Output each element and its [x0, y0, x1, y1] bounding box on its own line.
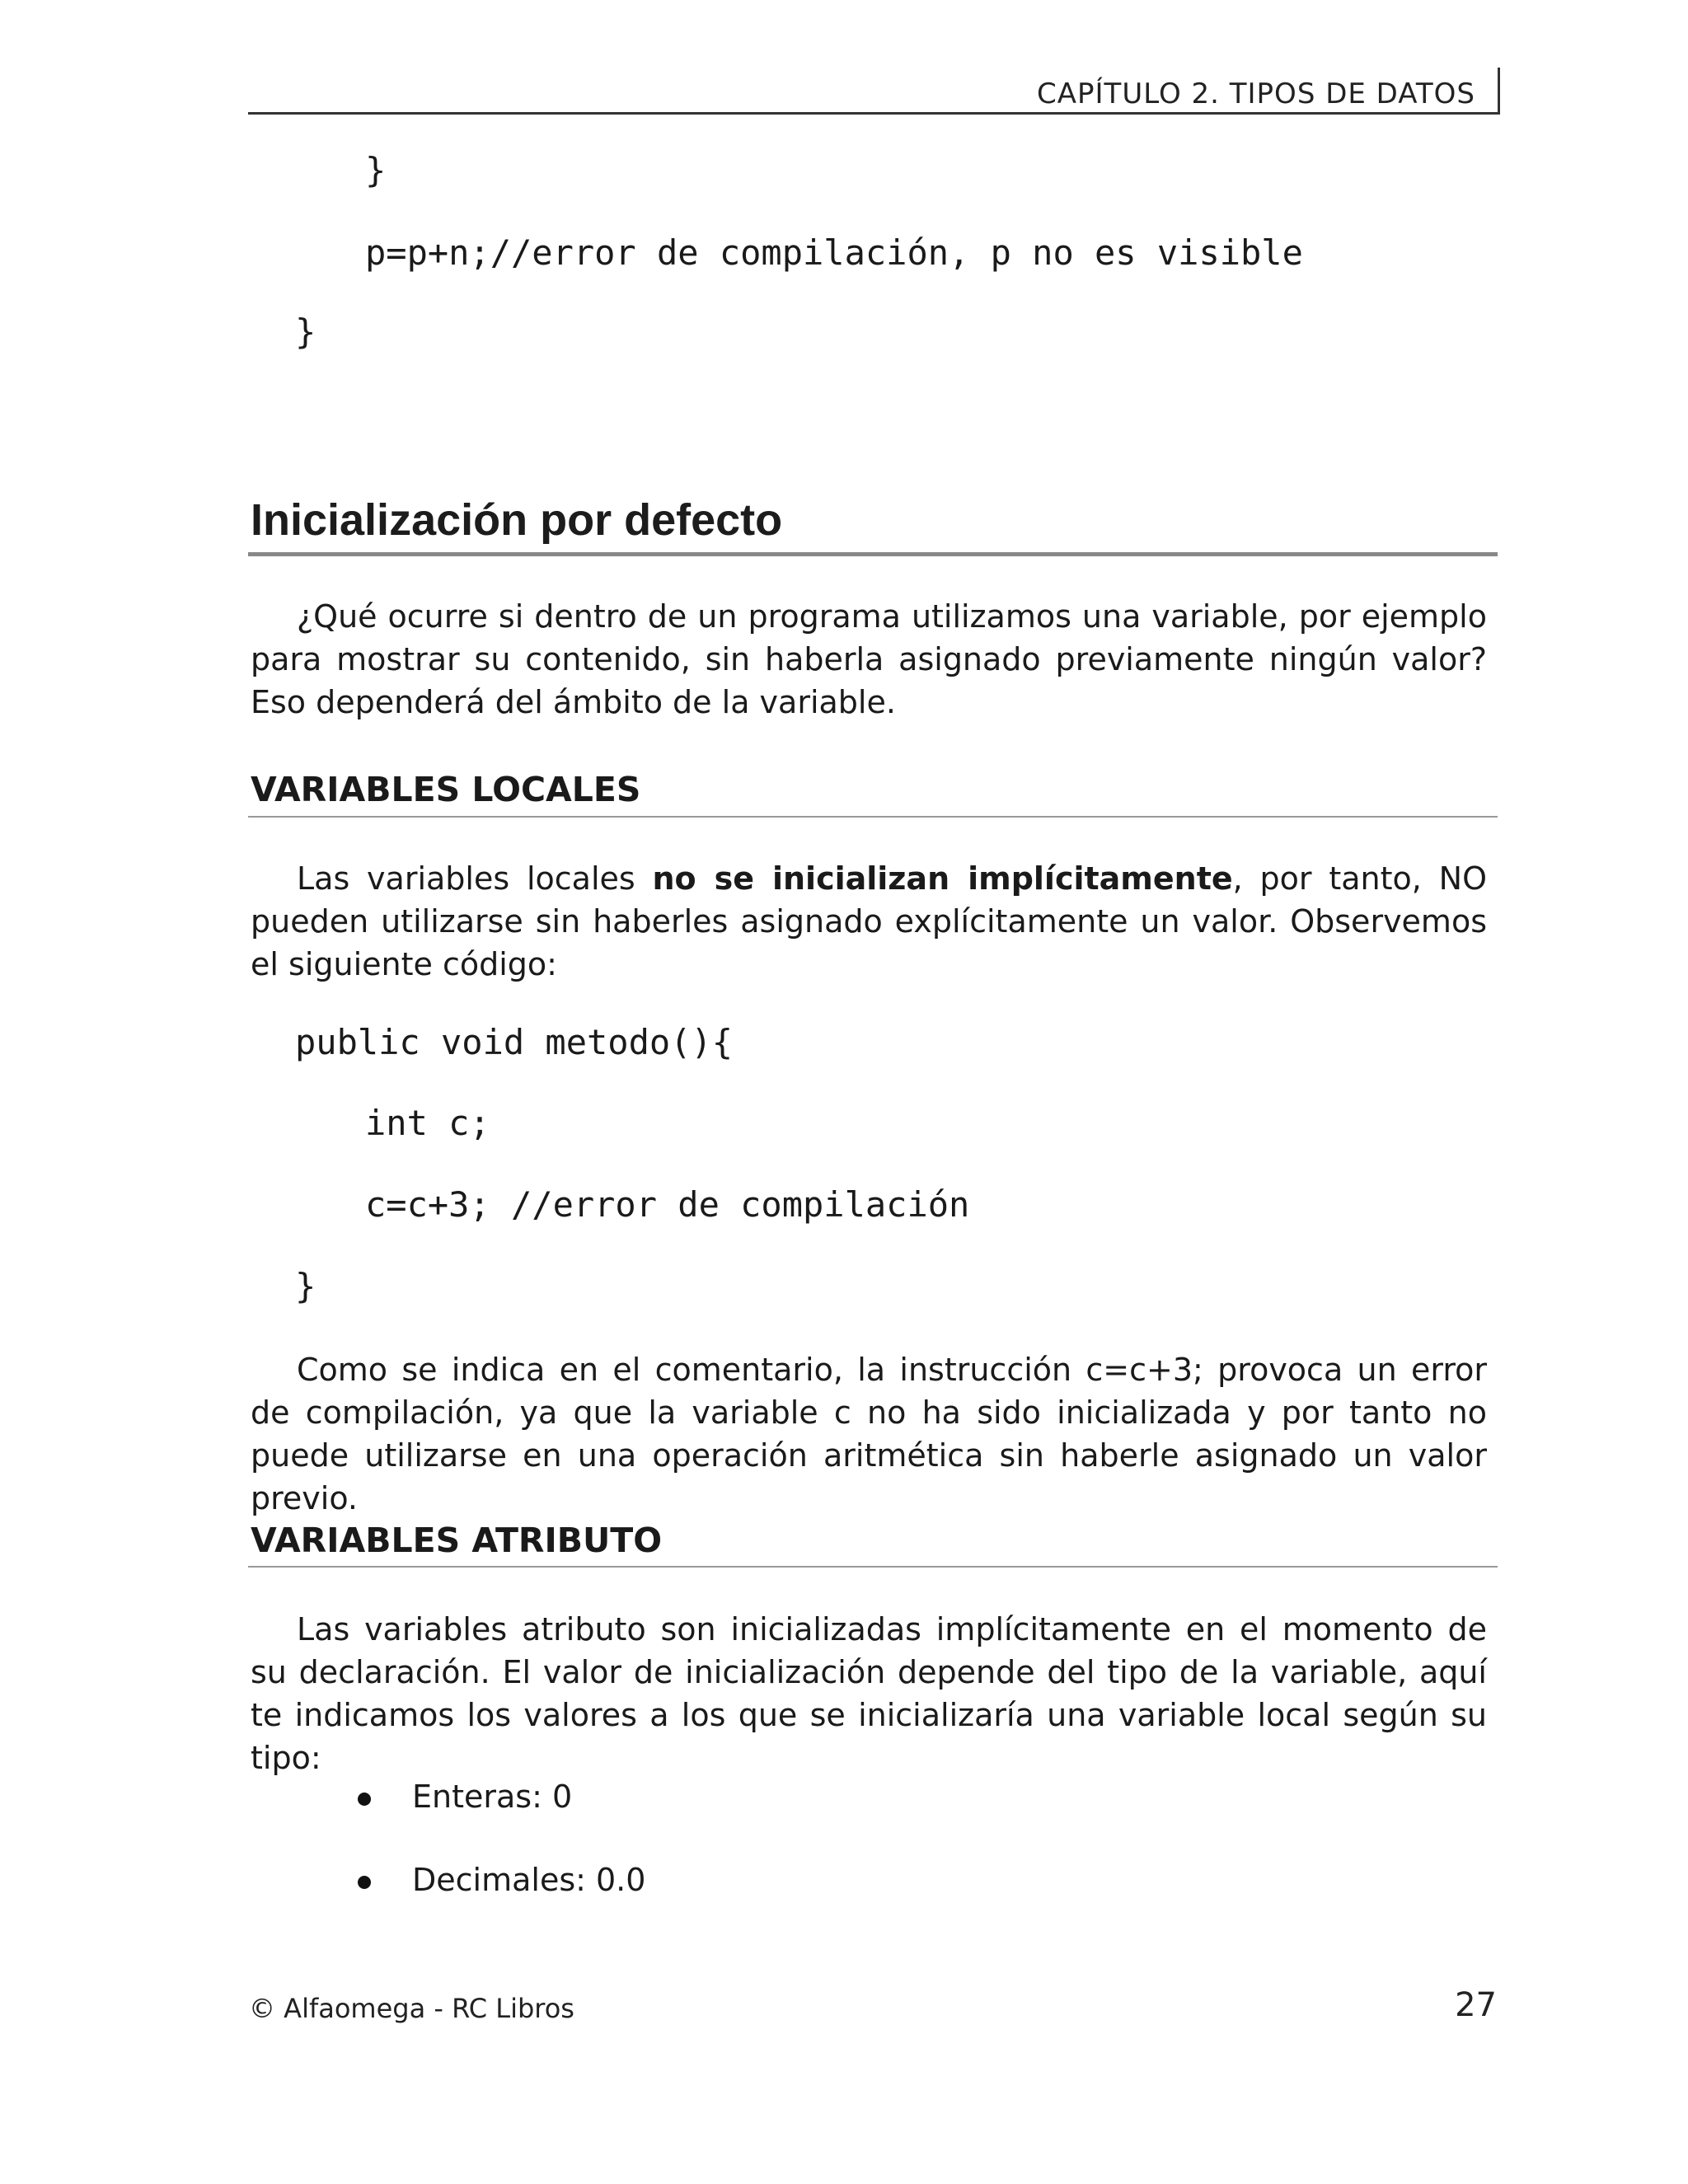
- bullet-item-enteras: Enteras: 0: [412, 1779, 573, 1815]
- locales-text-1: Las variables locales: [297, 860, 653, 897]
- locales-explanation: Como se indica en el comentario, la instrucción c=c+3; provoca un error de compilación, ya que la variable c no ha sido inicializada y por tanto no puede utilizarse en una operación aritmética sin haberle asignado un valor previo.: [251, 1352, 1487, 1516]
- subheading-variables-atributo: VARIABLES ATRIBUTO: [251, 1521, 663, 1560]
- locales-paragraph: [251, 857, 1487, 986]
- header-rule: [248, 112, 1500, 115]
- code-line-closing-brace-outer: }: [295, 312, 316, 352]
- code-line-method-signature: public void metodo(){: [295, 1022, 734, 1062]
- footer-publisher: © Alfaomega - RC Libros: [249, 1993, 574, 2024]
- subheading-rule: [248, 1566, 1498, 1568]
- bullet-item-decimales: Decimales: 0.0: [412, 1862, 646, 1898]
- atributo-paragraph: Las variables atributo son inicializadas implícitamente en el momento de su declaración. El valor de inicialización depende del tipo de la variable, aquí te indicamos los valores a los que se inicializaría una variable local según su tipo:: [251, 1611, 1487, 1776]
- subheading-rule: [248, 816, 1498, 818]
- code-line-declaration: int c;: [365, 1103, 490, 1143]
- bullet-icon: [358, 1793, 371, 1806]
- subheading-variables-locales: VARIABLES LOCALES: [251, 770, 641, 809]
- section-title-rule: [248, 552, 1498, 556]
- code-line-method-end: }: [295, 1266, 316, 1306]
- code-line-closing-brace: }: [365, 150, 387, 190]
- code-line-error: p=p+n;//error de compilación, p no es visible: [365, 232, 1303, 273]
- intro-paragraph: ¿Qué ocurre si dentro de un programa utilizamos una variable, por ejemplo para mostrar su contenido, sin haberla asignado previamente ningún valor? Eso dependerá del ámbito de la variable.: [251, 598, 1487, 720]
- bullet-icon: [358, 1876, 371, 1889]
- header-tick: [1498, 68, 1500, 115]
- locales-text-2: , por tanto, NO pueden utilizarse sin haberles asignado explícitamente un valor. Observemos el siguiente código:: [251, 860, 1487, 982]
- section-title: Inicialización por defecto: [251, 495, 783, 545]
- locales-bold-text: no se inicializan implícitamente: [652, 860, 1233, 897]
- page-number: 27: [1455, 1986, 1497, 2024]
- running-header: CAPÍTULO 2. TIPOS DE DATOS: [1037, 77, 1475, 110]
- code-line-assignment: c=c+3; //error de compilación: [365, 1184, 970, 1225]
